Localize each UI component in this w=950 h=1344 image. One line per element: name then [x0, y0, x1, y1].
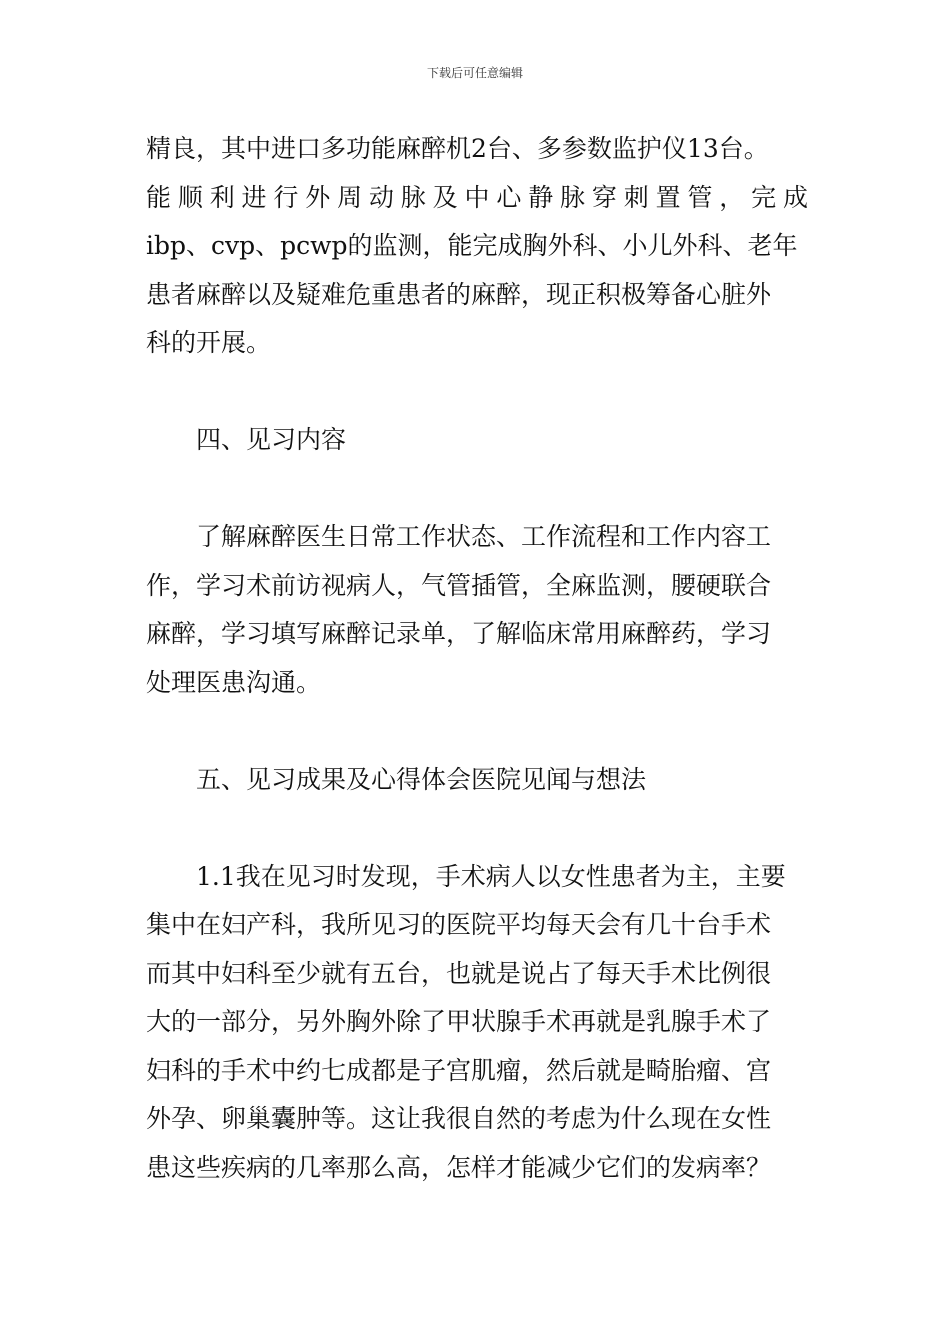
text-line: ibp、cvp、pcwp的监测，能完成胸外科、小儿外科、老年 [146, 231, 798, 260]
text-line: 集中在妇产科，我所见习的医院平均每天会有几十台手术 [146, 910, 772, 939]
text-line: 作，学习术前访视病人，气管插管，全麻监测，腰硬联合 [146, 570, 772, 600]
text-line: 科的开展。 [146, 328, 272, 357]
section-heading-4: 四、见习内容 [196, 425, 347, 454]
text-line: 而其中妇科至少就有五台，也就是说占了每天手术比例很 [146, 958, 772, 988]
text-line: 妇科的手术中约七成都是子宫肌瘤，然后就是畸胎瘤、宫 [146, 1055, 772, 1085]
text-line: 麻醉，学习填写麻醉记录单，了解临床常用麻醉药，学习 [146, 619, 772, 648]
text-line: 患者麻醉以及疑难危重患者的麻醉，现正积极筹备心脏外 [146, 279, 772, 309]
text-line: 大的一部分，另外胸外除了甲状腺手术再就是乳腺手术了 [146, 1007, 772, 1036]
text-line: 了解麻醉医生日常工作状态、工作流程和工作内容工 [196, 522, 772, 551]
paragraph-findings [146, 853, 808, 1193]
page-header: 下载后可任意编辑 [426, 66, 523, 80]
paragraph-equipment [146, 125, 808, 368]
text-line: 外孕、卵巢囊肿等。这让我很自然的考虑为什么现在女性 [146, 1104, 772, 1133]
text-line: 患这些疾病的几率那么高，怎样才能减少它们的发病率？ [146, 1152, 772, 1182]
text-line: 处理医患沟通。 [146, 667, 322, 697]
paragraph-internship-content [146, 513, 808, 707]
text-line: 能顺利进行外周动脉及中心静脉穿刺置管，完成 [146, 182, 808, 212]
section-heading-5: 五、见习成果及心得体会医院见闻与想法 [196, 764, 647, 794]
document-body [146, 125, 808, 1192]
text-line: 1.1我在见习时发现，手术病人以女性患者为主，主要 [196, 861, 786, 891]
text-line: 精良，其中进口多功能麻醉机2台、多参数监护仪13台。 [146, 134, 769, 163]
